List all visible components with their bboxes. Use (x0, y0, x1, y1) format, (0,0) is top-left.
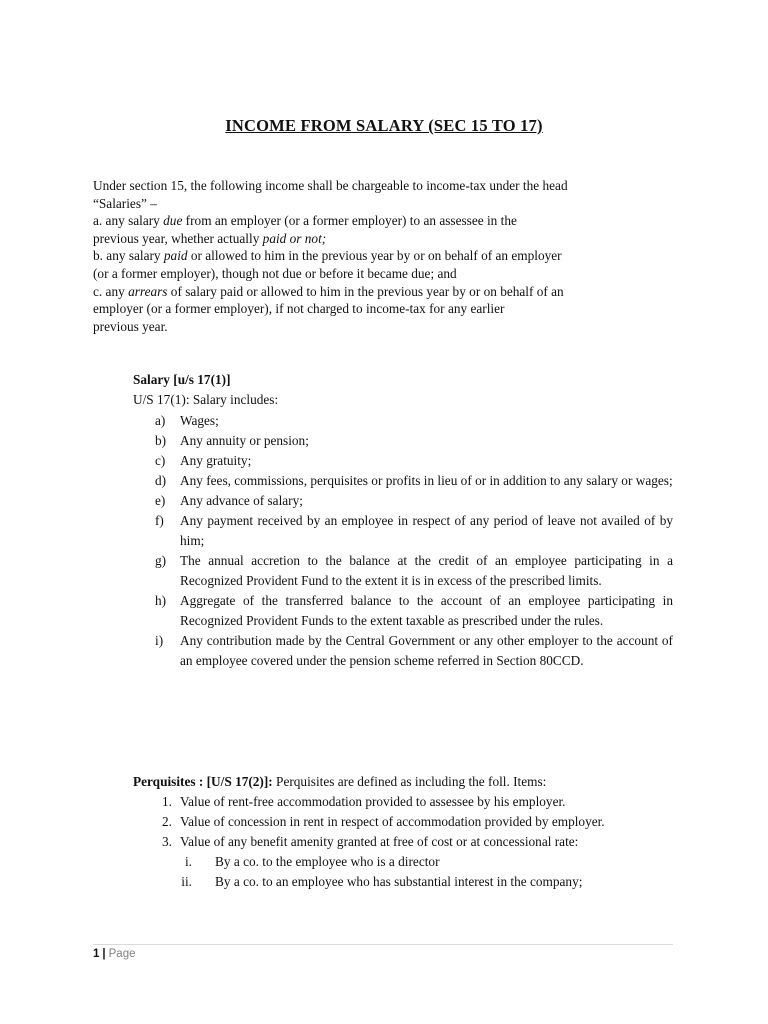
intro-italic-text: arrears (128, 283, 168, 299)
list-marker: ii. (181, 874, 192, 889)
list-marker: i) (155, 633, 164, 648)
list-item-text: Value of concession in rent in respect of accommodation provided by employer. (180, 814, 605, 829)
list-marker: a) (155, 413, 166, 428)
intro-paragraph (93, 177, 673, 335)
intro-line (93, 195, 673, 213)
perquisites-text: Perquisites are defined as including the foll. Items: (272, 774, 547, 789)
intro-text: “Salaries” – (93, 195, 157, 211)
intro-italic-text: paid or not; (262, 230, 327, 246)
list-item-text: Value of rent-free accommodation provided to assessee by his employer. (180, 794, 566, 809)
intro-text: b. any salary (93, 248, 164, 264)
list-marker: 1. (162, 794, 172, 809)
list-marker: g) (155, 553, 167, 568)
intro-line (93, 247, 673, 265)
intro-line (93, 283, 673, 301)
intro-text: c. any (93, 283, 129, 299)
salary-list-item (133, 451, 673, 471)
intro-line (93, 300, 673, 318)
perquisite-list-item (133, 832, 678, 852)
intro-text: or allowed to him in the previous year by or on behalf of an employer (187, 248, 562, 264)
list-item-text: Aggregate of the transferred balance to the account of an employee participating in Recognized Provident Funds to the extent taxable as prescribed under the rules. (180, 593, 673, 628)
page-label: Page (108, 948, 136, 960)
perquisite-sublist-item (133, 852, 673, 872)
intro-text: Under section 15, the following income shall be chargeable to income-tax under the head (93, 178, 568, 193)
list-item-text: By a co. to an employee who has substantial interest in the company; (215, 874, 583, 889)
intro-text: from an employer (or a former employer) to an assessee in the (182, 213, 517, 229)
list-item-text: By a co. to the employee who is a director (215, 854, 440, 869)
list-marker: b) (155, 433, 167, 448)
list-marker: e) (155, 493, 166, 508)
list-item-text: Any payment received by an employee in respect of any period of leave not availed of by him; (180, 513, 673, 548)
list-marker: 3. (162, 834, 172, 849)
salary-list-item (133, 591, 673, 631)
salary-list-item (133, 471, 673, 491)
salary-heading: Salary [u/s 17(1)] (133, 372, 231, 387)
list-item-text: Wages; (180, 413, 219, 428)
salary-list-item (133, 431, 673, 451)
intro-line (93, 212, 673, 230)
list-item-text: Any advance of salary; (180, 493, 303, 508)
list-marker: f) (155, 513, 164, 528)
intro-text: employer (or a former employer), if not charged to income-tax for any earlier (93, 301, 505, 317)
footer-separator: | (102, 948, 106, 960)
salary-list-item (133, 411, 673, 431)
perquisite-sublist-item (133, 872, 673, 892)
list-item-text: Any fees, commissions, perquisites or profits in lieu of or in addition to any salary or wages; (180, 473, 673, 488)
list-marker: h) (155, 593, 167, 608)
salary-list-item (133, 511, 673, 551)
intro-text: previous year, whether actually (93, 230, 263, 246)
intro-line (93, 318, 673, 336)
list-item-text: Any annuity or pension; (180, 433, 309, 448)
intro-line (93, 265, 673, 283)
salary-list-item (133, 491, 673, 511)
list-item-text: Any contribution made by the Central Government or any other employer to the account of an employee covered under the pension scheme referred in Section 80CCD. (180, 633, 673, 668)
salary-list-item (133, 631, 673, 671)
perquisite-list-item (133, 792, 678, 812)
intro-italic-text: paid (163, 248, 188, 264)
footer-divider (93, 944, 673, 945)
list-marker: 2. (162, 814, 172, 829)
list-item-text: Value of any benefit amenity granted at free of cost or at concessional rate: (180, 834, 579, 849)
list-marker: c) (155, 453, 166, 468)
intro-line (93, 177, 673, 195)
perquisites-heading: Perquisites : [U/S 17(2)]: (133, 774, 273, 789)
list-item-text: The annual accretion to the balance at the credit of an employee participating in a Recognized Provident Fund to the extent it is in excess of the prescribed limits. (180, 553, 673, 588)
perquisites-sublist (133, 852, 673, 892)
document-title: INCOME FROM SALARY (SEC 15 TO 17) (225, 116, 543, 135)
perquisites-paragraph (133, 772, 673, 792)
salary-list-item (133, 551, 673, 591)
list-marker: i. (184, 854, 192, 869)
list-item-text: Any gratuity; (180, 453, 252, 468)
list-marker: d) (155, 473, 167, 488)
intro-line (93, 230, 673, 248)
perquisite-list-item (133, 812, 678, 832)
intro-text: of salary paid or allowed to him in the previous year by or on behalf of an (167, 283, 564, 299)
intro-italic-text: due (163, 213, 183, 229)
page-footer (93, 948, 135, 960)
salary-intro: U/S 17(1): Salary includes: (133, 392, 279, 407)
intro-text: previous year. (93, 318, 168, 334)
perquisites-list (133, 792, 678, 852)
intro-text: (or a former employer), though not due or before it became due; and (93, 265, 457, 281)
page-number: 1 (93, 948, 100, 960)
intro-text: a. any salary (93, 213, 164, 229)
salary-includes-list (133, 411, 673, 671)
